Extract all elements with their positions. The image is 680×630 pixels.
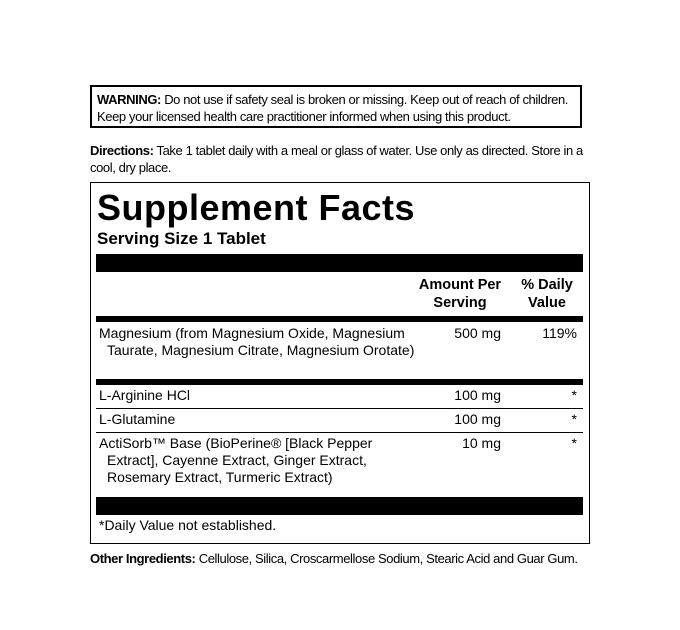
warning-text: Do not use if safety seal is broken or missing. Keep out of reach of children. Keep your licensed health care practitioner informed when using this product. xyxy=(97,92,568,124)
other-ingredients xyxy=(90,550,610,567)
warning-label: WARNING: xyxy=(97,92,161,107)
nutrient-dv-arginine: * xyxy=(571,387,577,403)
directions-text: Take 1 tablet daily with a meal or glass of water. Use only as directed. Store in a cool, dry place. xyxy=(90,143,583,175)
directions-label: Directions: xyxy=(90,143,154,158)
thick-divider-top xyxy=(96,254,583,272)
nutrient-amount-arginine: 100 mg xyxy=(454,387,501,403)
header-amount-per-serving: Amount Per Serving xyxy=(418,277,502,311)
thin-divider-2 xyxy=(96,432,583,433)
nutrient-dv-magnesium: 119% xyxy=(542,325,577,341)
facts-title: Supplement Facts xyxy=(97,187,416,228)
directions xyxy=(90,142,590,176)
nutrient-name-glutamine: L-Glutamine xyxy=(99,411,176,427)
footnote: *Daily Value not established. xyxy=(99,517,277,533)
nutrient-name-magnesium: Magnesium (from Magnesium Oxide, Magnesium Taurate, Magnesium Citrate, Magnesium Orotate) xyxy=(99,325,415,358)
nutrient-name-actisorb: ActiSorb™ Base (BioPerine® [Black Pepper Extract], Cayenne Extract, Ginger Extract, Rosemary Extract, Turmeric Extract) xyxy=(99,435,373,485)
nutrient-amount-actisorb: 10 mg xyxy=(462,435,501,451)
nutrient-name-arginine: L-Arginine HCl xyxy=(99,387,191,403)
thick-divider-bottom xyxy=(96,497,583,515)
thin-divider-1 xyxy=(96,408,583,409)
nutrient-amount-glutamine: 100 mg xyxy=(454,411,501,427)
nutrient-dv-actisorb: * xyxy=(571,435,577,451)
serving-size: Serving Size 1 Tablet xyxy=(97,229,266,248)
nutrient-amount-magnesium: 500 mg xyxy=(454,325,501,341)
other-ingredients-label: Other Ingredients: xyxy=(90,551,196,566)
nutrient-dv-glutamine: * xyxy=(571,411,577,427)
other-ingredients-text: Cellulose, Silica, Croscarmellose Sodium, Stearic Acid and Guar Gum. xyxy=(198,551,578,566)
warning-box xyxy=(90,85,582,128)
header-daily-value: % Daily Value xyxy=(521,277,573,311)
medium-divider-2 xyxy=(96,379,583,385)
supplement-facts-panel xyxy=(90,182,590,544)
medium-divider xyxy=(96,316,583,322)
